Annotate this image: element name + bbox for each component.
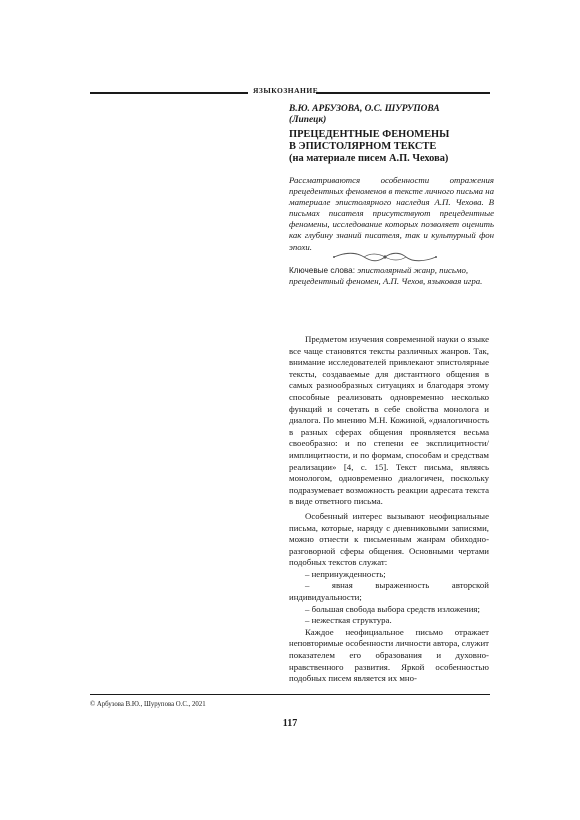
- ornament-divider-icon: [330, 250, 440, 264]
- title-line-1: ПРЕЦЕДЕНТНЫЕ ФЕНОМЕНЫ: [289, 129, 450, 140]
- author-block: [289, 104, 489, 126]
- footer-rule: [90, 694, 490, 695]
- list-item: – непринужденность;: [305, 568, 386, 579]
- list-item: – нежесткая структура.: [305, 615, 392, 626]
- list-item: – явная выраженность авторской индивидуальности;: [289, 580, 489, 603]
- list-item: – большая свобода выбора средств изложения;: [305, 603, 480, 614]
- author-location: (Липецк): [289, 115, 327, 125]
- title-line-2: В ЭПИСТОЛЯРНОМ ТЕКСТЕ: [289, 141, 437, 152]
- abstract: Рассматриваются особенности отражения прецедентных феноменов в тексте личного письма на материале эпистолярного наследия А.П. Чехова. В письмах писателя присутствуют прецедентные феномены, исследование которых позволяет оценить как глубину знаний писателя, так и культурный фон эпохи.: [289, 175, 494, 252]
- section-rule-right: [316, 92, 490, 94]
- page-number: 117: [282, 718, 298, 729]
- paragraph-1: Предметом изучения современной науки о языке все чаще становятся тексты различных жанров. Так, внимание исследователей привлекают эпистолярные тексты, создаваемые для дистантного общения в самых разнообразных ситуациях и благодаря этому способные реализовать одновременно несколько функций и сочетать в себе свойства монолога и диалога. По мнению М.Н. Кожиной, «диалогичность в разных сферах общения проявляется весьма своеобразно: и по степени ее эксплицитности/имплицитности, и по формам, способам и средствам реализации» [4, с. 15]. Текст письма, являясь монологом, одновременно диалогичен, поскольку подразумевает возможность реакции адресата текста в виде ответного письма.: [289, 334, 489, 507]
- keywords: [289, 265, 494, 287]
- keywords-label: Ключевые слова:: [289, 266, 355, 275]
- article-body: [289, 334, 489, 685]
- section-title: ЯЗЫКОЗНАНИЕ: [253, 86, 319, 95]
- title-line-3: (на материале писем А.П. Чехова): [289, 153, 449, 164]
- copyright-notice: © Арбузова В.Ю., Шурупова О.С., 2021: [90, 701, 206, 708]
- paragraph-2: Особенный интерес вызывают неофициальные письма, которые, наряду с дневниковыми записями, можно отнести к письменным жанрам обиходно-разговорной сферы общения. Основными чертами подобных текстов служат:: [289, 510, 489, 568]
- keywords-list: эпистолярный жанр, письмо, прецедентный феномен, А.П. Чехов, языковая игра.: [289, 265, 483, 286]
- article-title: [289, 129, 499, 165]
- section-header: [90, 86, 490, 100]
- section-rule-left: [90, 92, 248, 94]
- author-names: В.Ю. АРБУЗОВА, О.С. ШУРУПОВА: [289, 104, 440, 114]
- paragraph-3: Каждое неофициальное письмо отражает неповторимые особенности личности автора, служит показателем его образования и духовно-нравственного развития. Яркой особенностью подобных писем является их мно-: [289, 626, 489, 684]
